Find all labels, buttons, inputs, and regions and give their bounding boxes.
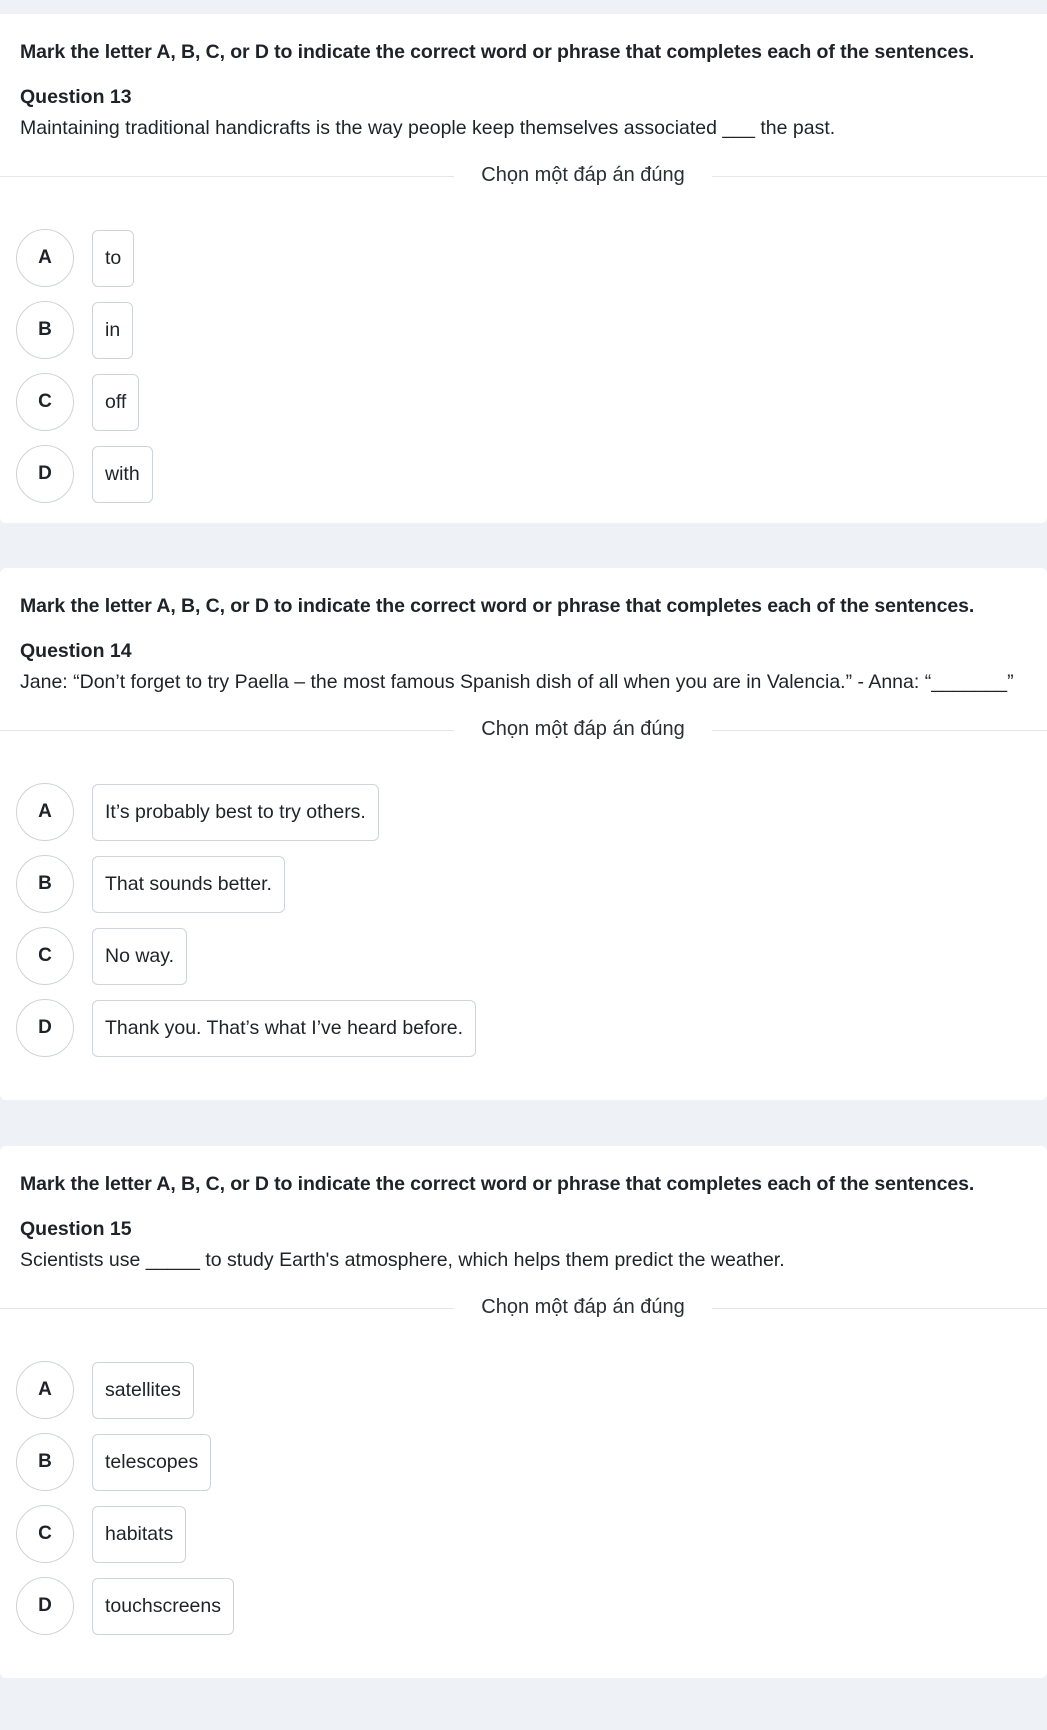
option-c[interactable] <box>16 373 139 431</box>
option-letter-a[interactable]: A <box>16 1361 74 1419</box>
divider-line <box>0 730 454 731</box>
option-answer-a[interactable]: to <box>92 230 134 287</box>
choose-one-answer-label: Chọn một đáp án đúng <box>481 1296 685 1318</box>
question-instruction: Mark the letter A, B, C, or D to indicate the correct word or phrase that completes each of the sentences. <box>20 1173 975 1195</box>
option-letter-a[interactable]: A <box>16 229 74 287</box>
option-answer-b[interactable]: That sounds better. <box>92 856 285 913</box>
divider-line <box>0 176 454 177</box>
answer-section-divider <box>0 718 1047 742</box>
answer-section-divider <box>0 164 1047 188</box>
option-letter-d[interactable]: D <box>16 445 74 503</box>
option-b[interactable] <box>16 855 285 913</box>
choose-one-answer-label: Chọn một đáp án đúng <box>481 164 685 186</box>
option-d[interactable] <box>16 1577 234 1635</box>
option-letter-c[interactable]: C <box>16 1505 74 1563</box>
question-card-13 <box>0 14 1047 523</box>
question-instruction: Mark the letter A, B, C, or D to indicate the correct word or phrase that completes each of the sentences. <box>20 595 975 617</box>
option-letter-b[interactable]: B <box>16 855 74 913</box>
divider-line <box>0 1308 454 1309</box>
question-text: Maintaining traditional handicrafts is the way people keep themselves associated ___ the past. <box>20 117 836 139</box>
option-a[interactable] <box>16 229 134 287</box>
question-card-14 <box>0 568 1047 1100</box>
option-a[interactable] <box>16 783 379 841</box>
question-text: Scientists use _____ to study Earth's atmosphere, which helps them predict the weather. <box>20 1249 785 1271</box>
option-letter-b[interactable]: B <box>16 301 74 359</box>
question-number: Question 15 <box>20 1218 132 1240</box>
choose-one-answer-label: Chọn một đáp án đúng <box>481 718 685 740</box>
option-letter-d[interactable]: D <box>16 999 74 1057</box>
divider-line <box>712 1308 1047 1309</box>
option-answer-c[interactable]: off <box>92 374 139 431</box>
option-answer-a[interactable]: satellites <box>92 1362 194 1419</box>
option-a[interactable] <box>16 1361 194 1419</box>
question-number: Question 14 <box>20 640 132 662</box>
answer-section-divider <box>0 1296 1047 1320</box>
divider-line <box>712 730 1047 731</box>
option-answer-d[interactable]: touchscreens <box>92 1578 234 1635</box>
option-answer-d[interactable]: Thank you. That’s what I’ve heard before. <box>92 1000 476 1057</box>
divider-line <box>712 176 1047 177</box>
option-letter-a[interactable]: A <box>16 783 74 841</box>
option-answer-c[interactable]: No way. <box>92 928 187 985</box>
option-answer-c[interactable]: habitats <box>92 1506 186 1563</box>
question-number: Question 13 <box>20 86 132 108</box>
option-letter-d[interactable]: D <box>16 1577 74 1635</box>
option-c[interactable] <box>16 1505 186 1563</box>
option-d[interactable] <box>16 999 476 1057</box>
question-instruction: Mark the letter A, B, C, or D to indicate the correct word or phrase that completes each of the sentences. <box>20 41 975 63</box>
option-b[interactable] <box>16 1433 211 1491</box>
option-letter-c[interactable]: C <box>16 927 74 985</box>
option-answer-b[interactable]: telescopes <box>92 1434 211 1491</box>
option-answer-b[interactable]: in <box>92 302 133 359</box>
option-c[interactable] <box>16 927 187 985</box>
option-b[interactable] <box>16 301 133 359</box>
option-letter-b[interactable]: B <box>16 1433 74 1491</box>
option-d[interactable] <box>16 445 153 503</box>
question-text: Jane: “Don’t forget to try Paella – the most famous Spanish dish of all when you are in Valencia.” - Anna: “_______” <box>20 671 1014 693</box>
option-answer-d[interactable]: with <box>92 446 153 503</box>
question-card-15 <box>0 1146 1047 1678</box>
option-answer-a[interactable]: It’s probably best to try others. <box>92 784 379 841</box>
option-letter-c[interactable]: C <box>16 373 74 431</box>
